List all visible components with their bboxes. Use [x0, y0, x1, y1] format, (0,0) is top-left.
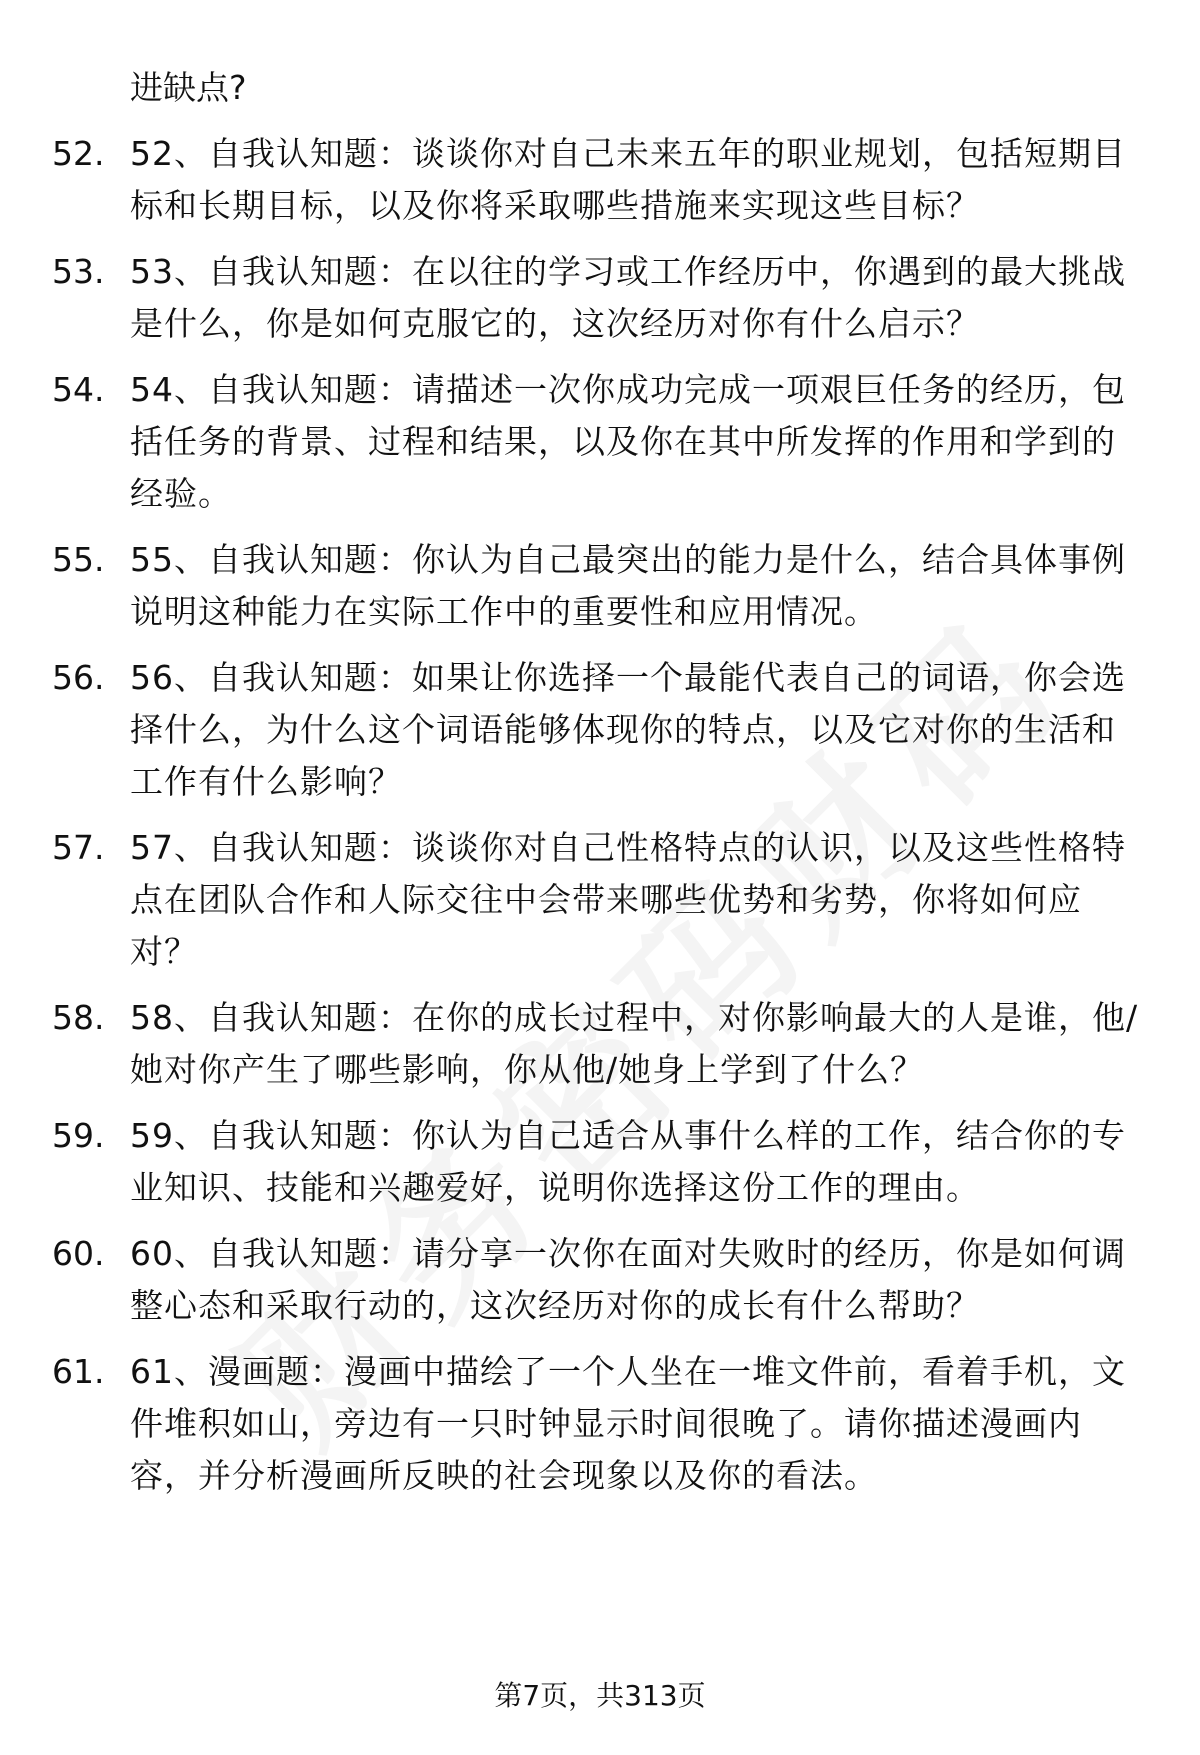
- question-text: 55、自我认知题：你认为自己最突出的能力是什么，结合具体事例说明这种能力在实际工作中的重要性和应用情况。: [130, 540, 1126, 631]
- question-text: 53、自我认知题：在以往的学习或工作经历中，你遇到的最大挑战是什么，你是如何克服它的，这次经历对你有什么启示？: [130, 252, 1126, 343]
- question-number: 56.: [52, 658, 105, 697]
- question-number: 61.: [52, 1352, 105, 1391]
- question-number: 60.: [52, 1234, 105, 1273]
- question-number: 59.: [52, 1116, 105, 1155]
- question-number: 53.: [52, 252, 105, 291]
- continuation-text: 进缺点?: [130, 68, 247, 107]
- question-text: 58、自我认知题：在你的成长过程中，对你影响最大的人是谁，他/她对你产生了哪些影响，你从他/她身上学到了什么？: [130, 998, 1139, 1089]
- question-text: 61、漫画题：漫画中描绘了一个人坐在一堆文件前，看着手机，文件堆积如山，旁边有一只时钟显示时间很晚了。请你描述漫画内容，并分析漫画所反映的社会现象以及你的看法。: [130, 1352, 1126, 1495]
- page-footer: 第7页，共313页: [494, 1679, 706, 1712]
- question-text: 54、自我认知题：请描述一次你成功完成一项艰巨任务的经历，包括任务的背景、过程和结果，以及你在其中所发挥的作用和学到的经验。: [130, 370, 1126, 513]
- question-text: 57、自我认知题：谈谈你对自己性格特点的认识，以及这些性格特点在团队合作和人际交往中会带来哪些优势和劣势，你将如何应对？: [130, 828, 1126, 971]
- question-number: 57.: [52, 828, 105, 867]
- question-text: 60、自我认知题：请分享一次你在面对失败时的经历，你是如何调整心态和采取行动的，这次经历对你的成长有什么帮助？: [130, 1234, 1126, 1325]
- question-number: 54.: [52, 370, 105, 409]
- question-number: 52.: [52, 134, 105, 173]
- question-number: 55.: [52, 540, 105, 579]
- question-text: 52、自我认知题：谈谈你对自己未来五年的职业规划，包括短期目标和长期目标，以及你将采取哪些措施来实现这些目标？: [130, 134, 1126, 225]
- question-text: 56、自我认知题：如果让你选择一个最能代表自己的词语，你会选择什么，为什么这个词语能够体现你的特点，以及它对你的生活和工作有什么影响？: [130, 658, 1126, 801]
- question-number: 58.: [52, 998, 105, 1037]
- question-text: 59、自我认知题：你认为自己适合从事什么样的工作，结合你的专业知识、技能和兴趣爱好，说明你选择这份工作的理由。: [130, 1116, 1126, 1207]
